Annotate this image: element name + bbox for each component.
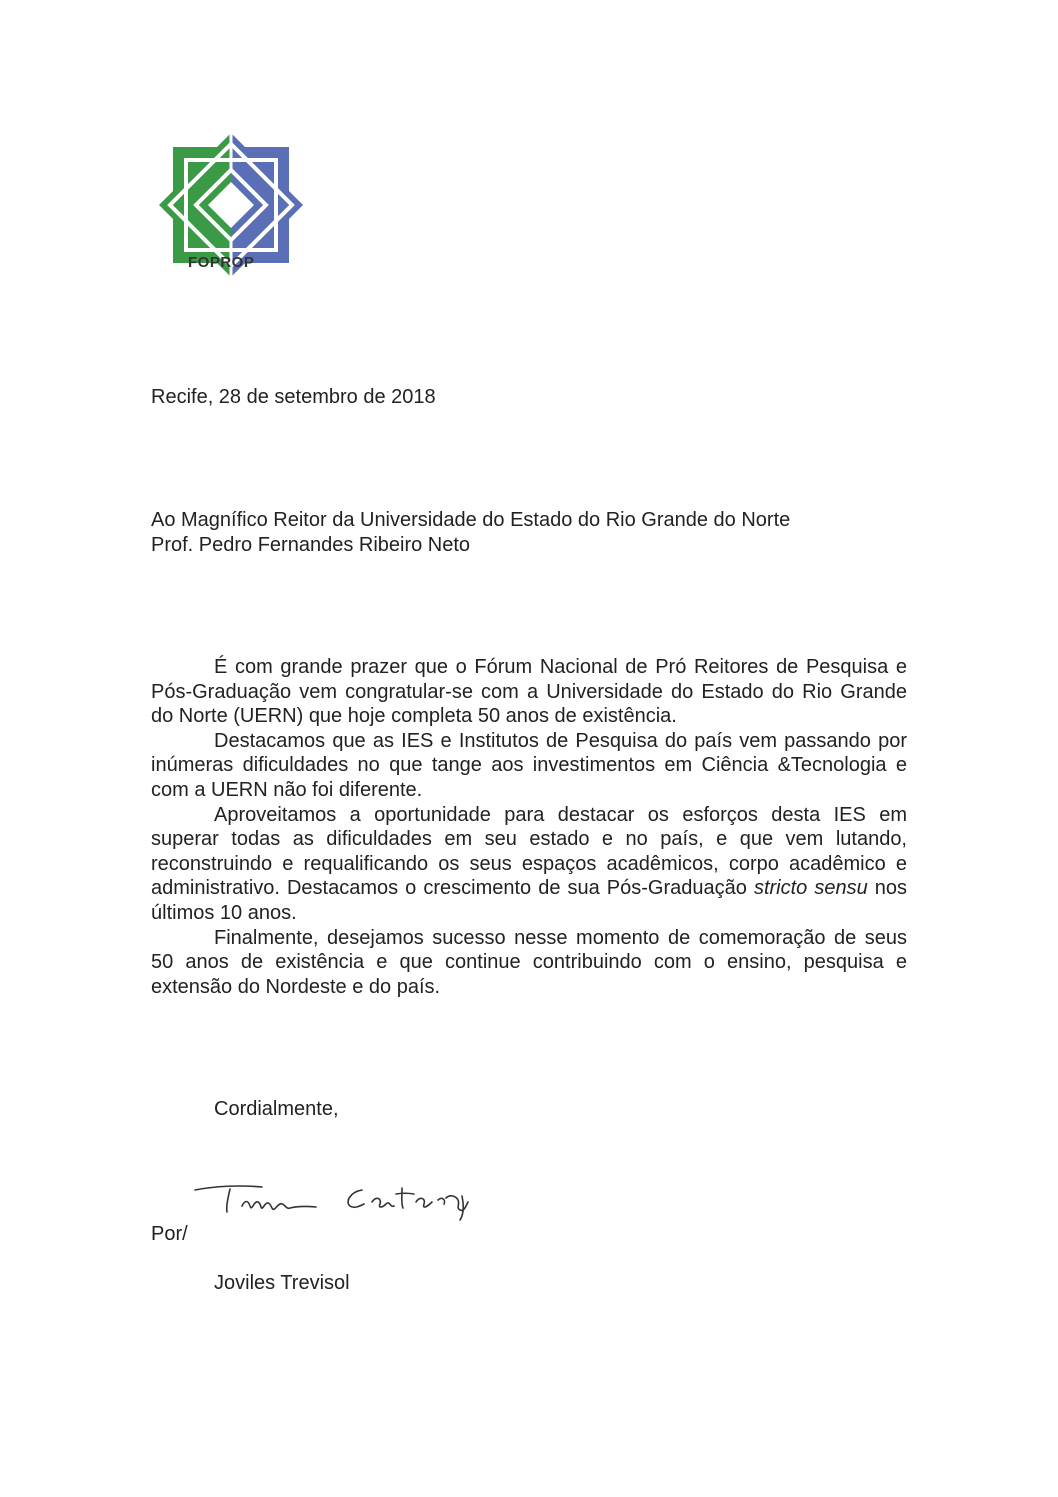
paragraph-4: Finalmente, desejamos sucesso nesse momento de comemoração de seus 50 anos de existência e que continue contribuindo com o ensino, pesquisa e extensão do Nordeste e do país. — [151, 926, 907, 998]
logo-text: FOPROP — [188, 254, 255, 271]
por-label: Por/ — [151, 1223, 188, 1245]
signer-name: Joviles Trevisol — [214, 1272, 350, 1294]
recipient-block — [151, 508, 790, 557]
paragraph-3-end: nos últimos 10 anos. — [151, 877, 907, 924]
recipient-title: Ao Magnífico Reitor da Universidade do Estado do Rio Grande do Norte — [151, 509, 791, 531]
handwritten-signature — [190, 1176, 475, 1236]
letter-date: Recife, 28 de setembro de 2018 — [151, 386, 436, 408]
paragraph-1: É com grande prazer que o Fórum Nacional de Pró Reitores de Pesquisa e Pós-Graduação vem congratular-se com a Universidade do Estado do Rio Grande do Norte (UERN) que hoje completa 50 anos de existência. — [151, 656, 907, 728]
letter-body — [151, 655, 907, 999]
paragraph-3-start: Aproveitamos a oportunidade para destacar os esforços desta IES em superar todas as dificuldades em seu estado e no país, e que vem lutando, reconstruindo e requalificando os seus espaços acadêmicos, corpo acadêmico e administrativo. Destacamos o crescimento de sua Pós-Graduação — [151, 803, 907, 900]
paragraph-3-italic: stricto sensu — [753, 877, 868, 900]
paragraph-3 — [151, 803, 907, 926]
paragraph-2: Destacamos que as IES e Institutos de Pesquisa do país vem passando por inúmeras dificuldades no que tange aos investimentos em Ciência &Tecnologia e com a UERN não foi diferente. — [151, 729, 907, 801]
closing: Cordialmente, — [214, 1098, 339, 1120]
recipient-name: Prof. Pedro Fernandes Ribeiro Neto — [151, 533, 471, 556]
